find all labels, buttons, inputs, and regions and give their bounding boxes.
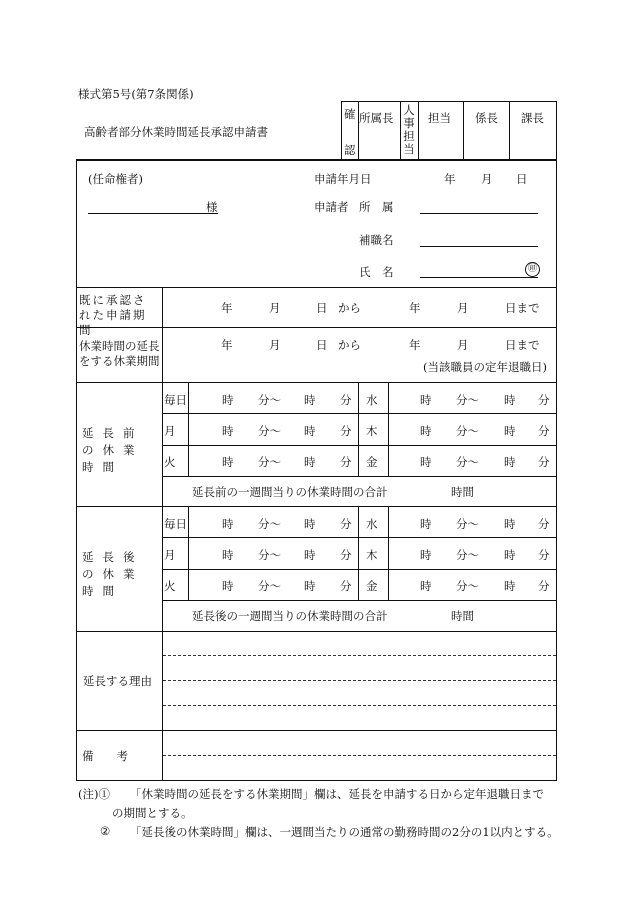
name-label: 氏 名 bbox=[359, 265, 394, 279]
note-2-prefix: ② bbox=[100, 824, 111, 838]
after-day-right-1: 木 bbox=[366, 548, 378, 562]
before-left-hour2-1: 時 bbox=[304, 424, 316, 438]
note-2-text: 「延長後の休業時間」欄は、一週間当たりの通常の勤務時間の2分の1以内とする。 bbox=[130, 825, 559, 839]
after-left-hour2-2: 時 bbox=[304, 579, 316, 593]
before-left-min-0: 分 bbox=[340, 393, 352, 407]
after-right-hour2-2: 時 bbox=[504, 579, 516, 593]
appointer-label: (任命権者) bbox=[88, 172, 143, 186]
approved-from-year: 年 bbox=[221, 301, 233, 315]
affiliation-label: 所 属 bbox=[359, 200, 394, 214]
extension-from-month: 月 bbox=[269, 338, 281, 352]
after-day-right-2: 金 bbox=[366, 579, 378, 593]
date-year: 年 bbox=[444, 172, 456, 186]
approved-to-year: 年 bbox=[409, 301, 421, 315]
remarks-field[interactable] bbox=[163, 733, 556, 778]
before-left-hour-2: 時 bbox=[222, 455, 234, 469]
after-left-min-2: 分 bbox=[340, 579, 352, 593]
form-number: 様式第5号(第7条関係) bbox=[78, 87, 194, 101]
date-month: 月 bbox=[481, 172, 493, 186]
before-left-min-2: 分 bbox=[340, 455, 352, 469]
approval-col-manager: 課長 bbox=[521, 111, 544, 125]
approved-from-month: 月 bbox=[269, 301, 281, 315]
after-day-left-0: 毎日 bbox=[164, 517, 187, 531]
after-right-min-from-0: 分〜 bbox=[456, 517, 479, 531]
extension-to-year: 年 bbox=[409, 338, 421, 352]
extension-from-day: 日 bbox=[316, 338, 328, 352]
extension-to-until: 日まで bbox=[505, 338, 540, 352]
approval-col-head: 所属長 bbox=[359, 111, 394, 125]
after-right-hour2-0: 時 bbox=[504, 517, 516, 531]
remarks-label: 備 考 bbox=[82, 749, 128, 763]
after-day-right-0: 水 bbox=[366, 517, 378, 531]
sama-label: 様 bbox=[206, 200, 218, 214]
after-day-left-1: 月 bbox=[164, 548, 176, 562]
approved-from-label: から bbox=[338, 301, 361, 315]
before-right-min-from-2: 分〜 bbox=[456, 455, 479, 469]
before-right-min-from-1: 分〜 bbox=[456, 424, 479, 438]
after-right-min-1: 分 bbox=[538, 548, 550, 562]
after-total-label: 延長後の一週間当りの休業時間の合計 bbox=[192, 609, 388, 623]
after-right-hour-0: 時 bbox=[420, 517, 432, 531]
after-left-min-0: 分 bbox=[340, 517, 352, 531]
after-hours-label: 延長後の休業時間 bbox=[82, 550, 144, 598]
after-right-min-2: 分 bbox=[538, 579, 550, 593]
before-left-hour-0: 時 bbox=[222, 393, 234, 407]
before-left-min-from-0: 分〜 bbox=[258, 393, 281, 407]
before-right-hour-1: 時 bbox=[420, 424, 432, 438]
before-total-label: 延長前の一週間当りの休業時間の合計 bbox=[192, 485, 388, 499]
before-day-left-2: 火 bbox=[164, 455, 176, 469]
before-right-hour2-1: 時 bbox=[504, 424, 516, 438]
position-label: 補職名 bbox=[359, 233, 394, 247]
after-left-min-from-2: 分〜 bbox=[258, 579, 281, 593]
position-field[interactable] bbox=[420, 246, 538, 247]
before-left-hour2-2: 時 bbox=[304, 455, 316, 469]
approved-period-label: 既に承認された申請期間 bbox=[79, 293, 147, 337]
name-field[interactable] bbox=[420, 277, 538, 278]
before-right-min-from-0: 分〜 bbox=[456, 393, 479, 407]
before-left-min-1: 分 bbox=[340, 424, 352, 438]
after-left-hour2-1: 時 bbox=[304, 548, 316, 562]
before-total-unit: 時間 bbox=[451, 485, 474, 499]
appointer-name-line[interactable] bbox=[88, 213, 218, 214]
note-1-line-1: 「休業時間の延長をする休業期間」欄は、延長を申請する日から定年退職日まで bbox=[130, 787, 544, 801]
date-day: 日 bbox=[516, 172, 528, 186]
retire-note: (当該職員の定年退職日) bbox=[423, 360, 547, 374]
before-right-min-1: 分 bbox=[538, 424, 550, 438]
before-left-hour2-0: 時 bbox=[304, 393, 316, 407]
reason-label: 延長する理由 bbox=[83, 674, 152, 688]
extension-to-month: 月 bbox=[457, 338, 469, 352]
note-1-prefix: (注)① bbox=[78, 787, 110, 801]
after-right-min-0: 分 bbox=[538, 517, 550, 531]
approval-col-staff: 担当 bbox=[428, 111, 451, 125]
date-label: 申請年月日 bbox=[314, 172, 372, 186]
approval-col-chief: 係長 bbox=[475, 111, 498, 125]
after-right-min-from-2: 分〜 bbox=[456, 579, 479, 593]
extension-from-year: 年 bbox=[221, 338, 233, 352]
after-left-hour-2: 時 bbox=[222, 579, 234, 593]
approval-confirm-top: 確 bbox=[344, 107, 356, 121]
seal-mark: ㊞ bbox=[525, 262, 540, 277]
after-left-min-from-0: 分〜 bbox=[258, 517, 281, 531]
after-left-hour2-0: 時 bbox=[304, 517, 316, 531]
before-hours-label: 延長前の休業時間 bbox=[82, 426, 144, 474]
approval-col-hr: 人事担当 bbox=[403, 103, 415, 156]
before-day-left-1: 月 bbox=[164, 424, 176, 438]
after-left-min-from-1: 分〜 bbox=[258, 548, 281, 562]
after-right-hour-2: 時 bbox=[420, 579, 432, 593]
before-right-min-0: 分 bbox=[538, 393, 550, 407]
after-left-hour-1: 時 bbox=[222, 548, 234, 562]
before-right-hour-0: 時 bbox=[420, 393, 432, 407]
affiliation-field[interactable] bbox=[420, 213, 538, 214]
after-right-hour-1: 時 bbox=[420, 548, 432, 562]
after-right-min-from-1: 分〜 bbox=[456, 548, 479, 562]
after-total-unit: 時間 bbox=[451, 609, 474, 623]
before-day-right-0: 水 bbox=[366, 393, 378, 407]
before-day-right-2: 金 bbox=[366, 455, 378, 469]
after-left-hour-0: 時 bbox=[222, 517, 234, 531]
after-left-min-1: 分 bbox=[340, 548, 352, 562]
reason-field[interactable] bbox=[163, 640, 556, 728]
approved-to-until: 日まで bbox=[505, 301, 540, 315]
approved-from-day: 日 bbox=[316, 301, 328, 315]
before-right-hour-2: 時 bbox=[420, 455, 432, 469]
after-day-left-2: 火 bbox=[164, 579, 176, 593]
before-left-min-from-1: 分〜 bbox=[258, 424, 281, 438]
approved-to-month: 月 bbox=[457, 301, 469, 315]
before-right-hour2-0: 時 bbox=[504, 393, 516, 407]
before-day-left-0: 毎日 bbox=[164, 393, 187, 407]
form-title: 高齢者部分休業時間延長承認申請書 bbox=[84, 125, 268, 139]
note-1-line-2: の期間とする。 bbox=[112, 806, 193, 820]
extension-from-label: から bbox=[338, 338, 361, 352]
applicant-label: 申請者 bbox=[314, 200, 349, 214]
after-right-hour2-1: 時 bbox=[504, 548, 516, 562]
before-right-hour2-2: 時 bbox=[504, 455, 516, 469]
before-day-right-1: 木 bbox=[366, 424, 378, 438]
before-left-min-from-2: 分〜 bbox=[258, 455, 281, 469]
before-left-hour-1: 時 bbox=[222, 424, 234, 438]
extension-period-label: 休業時間の延長をする休業期間 bbox=[79, 339, 160, 368]
before-right-min-2: 分 bbox=[538, 455, 550, 469]
approval-confirm-bottom: 認 bbox=[344, 143, 356, 157]
